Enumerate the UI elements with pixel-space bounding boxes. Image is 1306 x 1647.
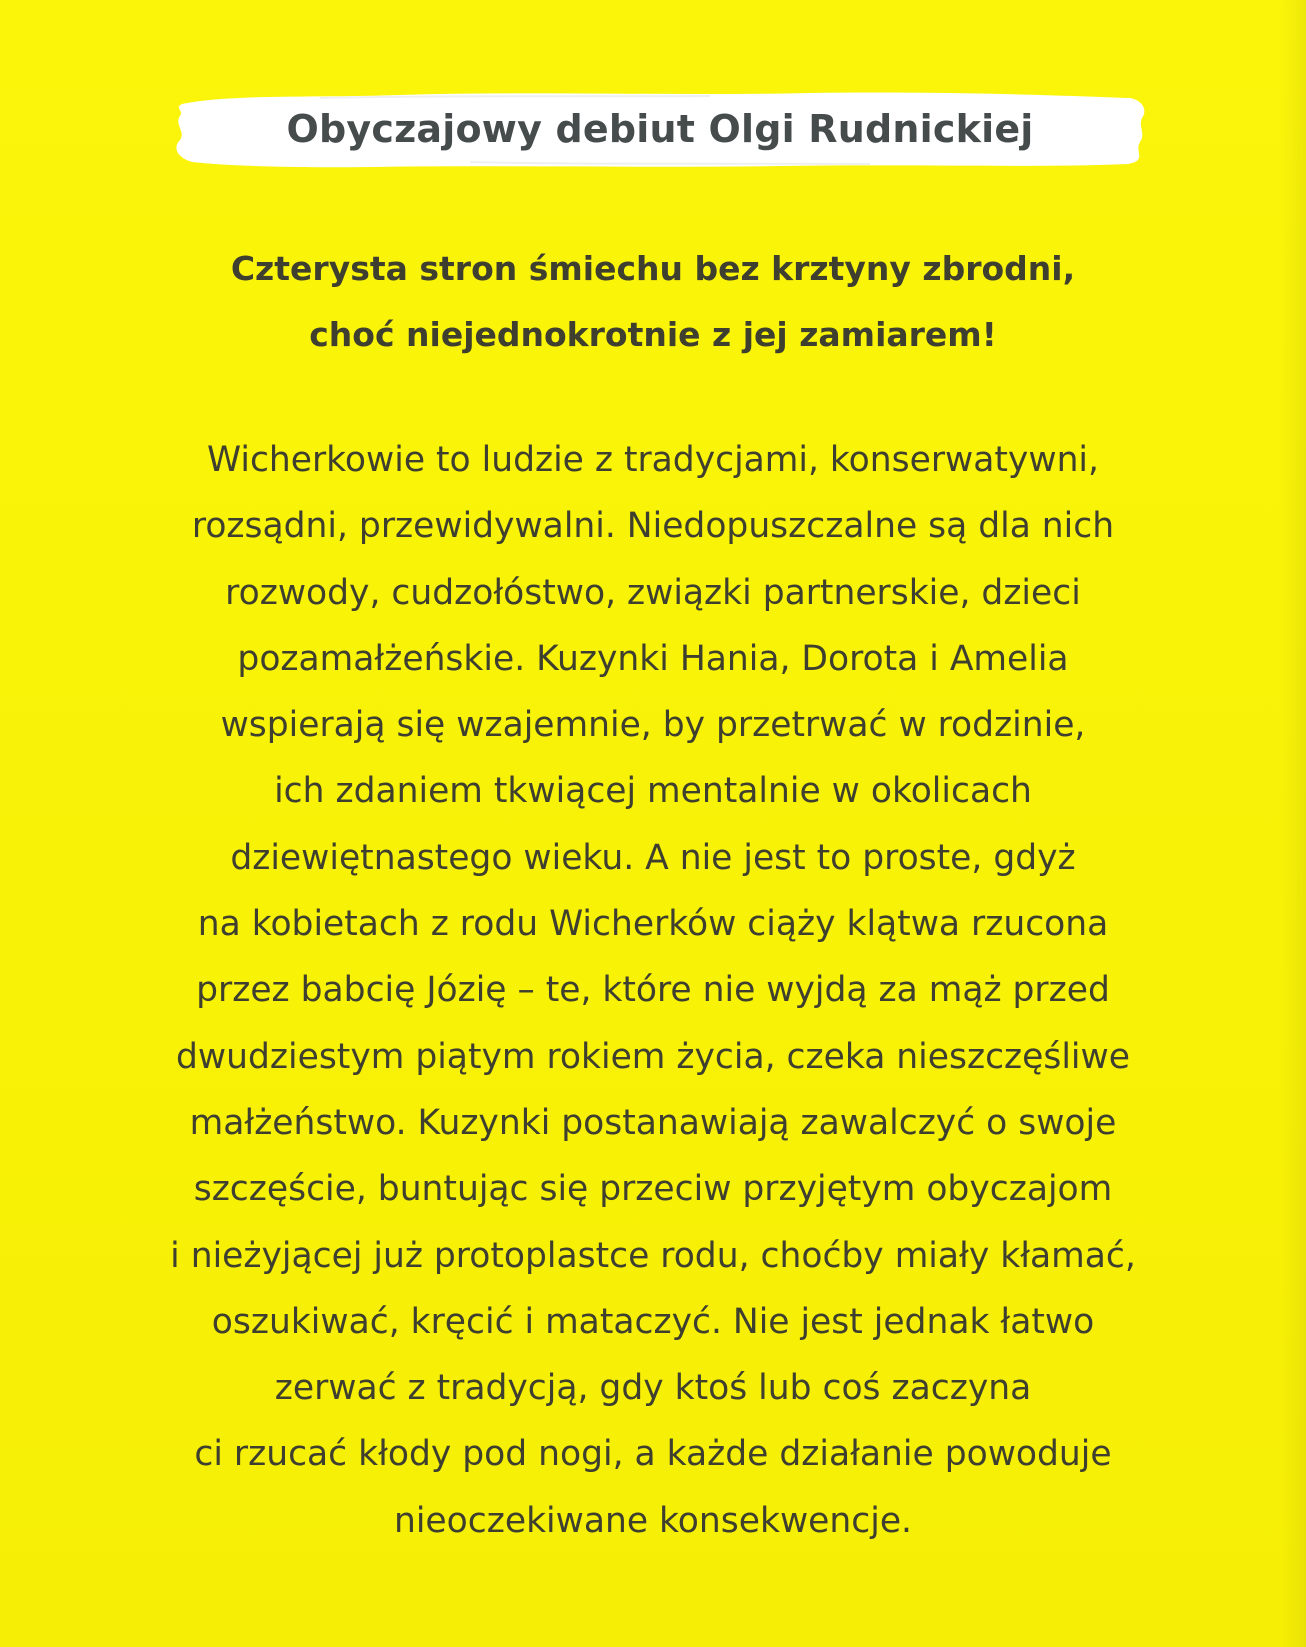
description-line: dwudziestym piątym rokiem życia, czeka nieszczęśliwe: [176, 1036, 1130, 1077]
description-line: i nieżyjącej już protoplastce rodu, choćby miały kłamać,: [170, 1235, 1136, 1276]
lead-line: choć niejednokrotnie z jej zamiarem!: [309, 315, 997, 354]
book-title: Obyczajowy debiut Olgi Rudnickiej: [286, 107, 1034, 151]
description-paragraph: [0, 427, 1306, 1554]
description-line: na kobietach z rodu Wicherków ciąży klątwa rzucona: [197, 904, 1109, 945]
description-line: szczęście, buntując się przeciw przyjętym obyczajom: [193, 1169, 1113, 1210]
description-line: ci rzucać kłody pod nogi, a każde działanie powoduje: [194, 1434, 1112, 1475]
lead-paragraph: [0, 236, 1306, 368]
description-line: oszukiwać, kręcić i mataczyć. Nie jest jednak łatwo: [211, 1301, 1095, 1342]
description-line: nieoczekiwane konsekwencje.: [393, 1500, 913, 1541]
description-line: małżeństwo. Kuzynki postanawiają zawalczyć o swoje: [189, 1102, 1117, 1143]
description-line: rozwody, cudzołóstwo, związki partnerskie, dzieci: [225, 572, 1081, 613]
description-line: pozamałżeńskie. Kuzynki Hania, Dorota i Amelia: [237, 638, 1069, 679]
description-line: dziewiętnastego wieku. A nie jest to proste, gdyż: [230, 837, 1076, 878]
description-line: Wicherkowie to ludzie z tradycjami, konserwatywni,: [207, 440, 1099, 480]
lead-line: Czterysta stron śmiechu bez krztyny zbrodni,: [230, 249, 1076, 288]
title-banner: [170, 86, 1150, 172]
description-line: zerwać z tradycją, gdy ktoś lub coś zaczyna: [274, 1368, 1032, 1409]
description-line: wspierają się wzajemnie, by przetrwać w rodzinie,: [220, 705, 1086, 746]
description-line: rozsądni, przewidywalni. Niedopuszczalne są dla nich: [191, 506, 1115, 547]
description-line: ich zdaniem tkwiącej mentalnie w okolicach: [274, 771, 1032, 812]
description-line: przez babcię Józię – te, które nie wyjdą za mąż przed: [196, 970, 1110, 1011]
